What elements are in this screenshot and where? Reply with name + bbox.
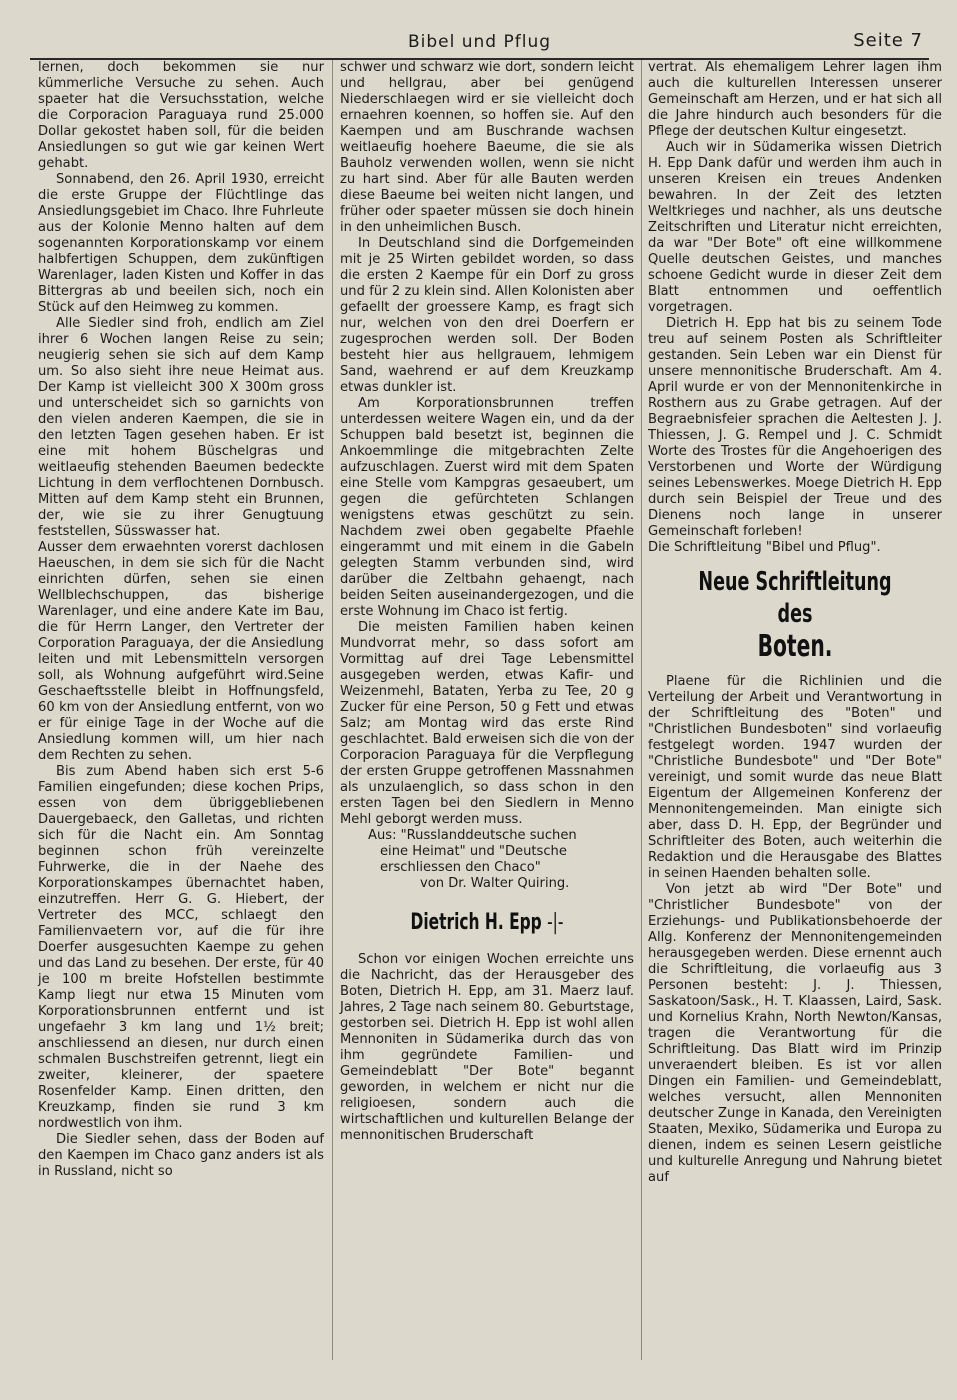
publication-title: Bibel und Pflug — [407, 32, 552, 52]
paragraph: Ausser dem erwaehnten vorerst dachlosen Haeuschen, in dem sie sich für die Nacht einrichten dürfen, sehen sie einen Wellblechschuppen, das bisherige Warenlager, und eine andere Kate im Bau, die für Herrn Langer, den Vertreter der Corporation Paraguaya, der die Ansiedlung leiten und mit Lebensmitteln versorgen soll, als Wohnung aufgeführt wird.Seine Geschaeftsstelle bleibt in Hoffnungsfeld, 60 km von der Ansiedlung entfernt, von wo er für einige Tage in der Woche auf die Ansiedlung kommen will, um hier nach dem Rechten zu sehen. — [38, 540, 324, 763]
paragraph: Sonnabend, den 26. April 1930, erreicht die erste Gruppe der Flüchtlinge das Ansiedlungsgebiet im Chaco. Ihre Fuhrleute aus der Kolonie Menno halten auf dem sogenannten Korporationskamp vor einem halbfertigen Schuppen, dem zukünftigen Warenlager, laden Kisten und Koffer in das Bittergras ab und beeilen sich, noch ein Stück auf den Heimweg zu kommen. — [38, 172, 324, 315]
article-headline — [372, 910, 601, 936]
paragraph: Die meisten Familien haben keinen Mundvorrat mehr, so dass sofort am Vormittag auf drei Tage Lebensmittel ausgegeben werden, etwas Kafir- und Weizenmehl, Bataten, Yerba zu Tee, 20 g Zucker für eine Person, 50 g Fett und etwas Salz; am Montag wird das erste Rind geschlachtet. Bald erweisen sich die von der Corporacion Paraguaya für die Verpflegung der ersten Gruppe getroffenen Massnahmen als unzulaenglich, so dass schon in den ersten Tagen bei den Siedlern in Menno Mehl geborgt werden muss. — [340, 620, 634, 827]
article-headline — [685, 566, 906, 664]
column-2 — [340, 60, 634, 1144]
headline-line: Boten. — [757, 629, 833, 664]
paragraph: Bis zum Abend haben sich erst 5-6 Familien eingefunden; diese kochen Prips, essen von dem übriggebliebenen Dauergebaeck, den Galletas, und richten sich für die Nacht ein. Am Sonntag beginnen schon früh vereinzelte Fuhrwerke, die in der Naehe des Korporationskampes übernachtet haben, einzutreffen. Herr G. G. Hiebert, der Vertreter des MCC, schlaegt den Familienvaetern vor, auf die für ihre Doerfer ausgesuchten Kaempe zu gehen und das Land zu besehen. Der erste, für 40 je 100 m breite Hofstellen bestimmte Kamp liegt nur etwa 15 Minuten vom Korporationsbrunnen entfernt und ist ungefaehr 3 km lang und 1½ breit; anschliessend an diesen, nur durch einen schmalen Buschstreifen getrennt, liegt ein zweiter, kleinerer, der spaetere Rosenfelder Kamp. Einen dritten, den Kreuzkamp, finden sie rund 3 km nordwestlich von ihm. — [38, 764, 324, 1131]
source-author: von Dr. Walter Quiring. — [420, 876, 570, 891]
paragraph: schwer und schwarz wie dort, sondern leicht und hellgrau, aber bei genügend Niederschlaegen wird er sie vielleicht doch ernaehren koennen, so hoffen sie. Auf den Kaempen und am Buschrande wachsen weitlaeufig hoehere Baeume, die sie als Bauholz verwenden wollen, wenn sie nicht zu hart sind. Aber für alle Bauten werden diese Baeume bei weiten nicht langen, und früher oder spaeter müssen sie doch hinein in den unheimlichen Busch. — [340, 60, 634, 235]
paragraph: In Deutschland sind die Dorfgemeinden mit je 25 Wirten gebildet worden, so dass die ersten 2 Kaempe für ein Dorf zu gross und für 2 zu klein sind. Allen Kolonisten aber gefaellt der groessere Kamp, es fragt sich nur, welchen von den drei Doerfern er zugesprochen werden soll. Der Boden besteht hier aus hellgrauem, lehmigem Sand, waehrend er auf dem Kreuzkamp etwas dunkler ist. — [340, 236, 634, 395]
paragraph: Dietrich H. Epp hat bis zu seinem Tode treu auf seinem Posten als Schriftleiter gestanden. Sein Leben war ein Dienst für unsere mennonitische Bruderschaft. Am 4. April wurde er von der Mennonitenkirche in Rosthern aus zu Grabe getragen. Auf der Begraebnisfeier sprachen die Aeltesten J. J. Thiessen, J. G. Rempel und J. C. Schmidt Worte des Trostes für die Angehoerigen des Verstorbenen und Worte der Würdigung seines Lebenswerkes. Moege Dietrich H. Epp durch sein Beispiel der Treue und des Dienens noch lange in unserer Gemeinschaft forleben! — [648, 316, 942, 539]
paragraph: Die Siedler sehen, dass der Boden auf den Kaempen im Chaco ganz anders ist als in Russland, nicht so — [38, 1132, 324, 1179]
page-number: Seite 7 — [853, 30, 923, 51]
paragraph: Schon vor einigen Wochen erreichte uns die Nachricht, das der Herausgeber des Boten, Dietrich H. Epp, am 31. Maerz lauf. Jahres, 2 Tage nach seinem 80. Geburtstage, gestorben sei. Dietrich H. Epp ist wohl allen Mennoniten in Südamerika durch das von ihm gegründete Familien- und Gemeindeblatt "Der Bote" begannt geworden, in welchem er nicht nur die religioesen, sondern auch die wirtschaftlichen und kulturellen Belange der mennonitischen Bruderschaft — [340, 952, 634, 1143]
source-line: Aus: "Russlanddeutsche suchen — [368, 828, 577, 843]
column-divider — [641, 60, 642, 1360]
signoff: Die Schriftleitung "Bibel und Pflug". — [648, 540, 881, 555]
paragraph: vertrat. Als ehemaligem Lehrer lagen ihm auch die kulturellen Interessen unserer Gemeinschaft am Herzen, und er hat sich all die Jahre hindurch auch besonders für die Pflege der deutschen Kultur eingesetzt. — [648, 60, 942, 139]
column-3 — [648, 60, 942, 1186]
source-line: eine Heimat" und "Deutsche erschliessen den Chaco" — [380, 844, 567, 875]
page-header — [30, 28, 929, 60]
column-1 — [38, 60, 324, 1180]
headline-line: Neue Schriftleitung des — [698, 567, 892, 629]
paragraph: Auch wir in Südamerika wissen Dietrich H. Epp Dank dafür und werden ihm auch in unseren Kreisen ein treues Andenken bewahren. In der Zeit des letzten Weltkrieges und nachher, als uns deutsche Zeitschriften und Literatur nicht erreichten, da war "Der Bote" oft eine willkommene Quelle deutschen Geistes, und manches schoene Gedicht wurde in dieser Zeit dem Blatt entnommen und oeffentlich vorgetragen. — [648, 140, 942, 315]
column-divider — [332, 60, 333, 1360]
paragraph: Alle Siedler sind froh, endlich am Ziel ihrer 6 Wochen langen Reise zu sein; neugierig sehen sie sich auf dem Kamp um. So also sieht ihre neue Heimat aus. Der Kamp ist vielleicht 300 X 300m gross und unterscheidet sich so garnichts von den vielen anderen Kaempen, die sie in den letzten Tagen gesehen haben. Er ist eine mit hohem Büschelgras und weitlaeufig stehenden Baeumen bedeckte Lichtung in dem verflochtenen Dornbusch. Mitten auf dem Kamp steht ein Brunnen, der, wie sie zu ihrer Genugtuung feststellen, Süsswasser hat. — [38, 316, 324, 539]
headline-text: Dietrich H. Epp — [410, 910, 542, 935]
paragraph: Am Korporationsbrunnen treffen unterdessen weitere Wagen ein, und da der Schuppen bald besetzt ist, beginnen die Ankoemmlinge die mitgebrachten Zelte aufzuschlagen. Zuerst wird mit dem Spaten eine Stelle vom Kampgras gesaeubert, um gegen die gefürchteten Schlangen wenigstens etwas geschützt zu sein. Nachdem zwei oben gegabelte Pfaehle eingerammt und mit einem in die Gabeln gelegten Stamm verbunden sind, wird darüber die Zeltbahn gehaengt, nach beiden Seiten auseinandergezogen, und die erste Wohnung im Chaco ist fertig. — [340, 396, 634, 619]
paragraph: Von jetzt ab wird "Der Bote" und "Christlicher Bundesbote" von der Erziehungs- und Publikationsbehoerde der Allg. Konferenz der Mennonitengemeinden herausgegeben werden. Diese ernennt auch die Schriftleitung, die vorlaeufig aus 3 Personen besteht: J. J. Thiessen, Saskatoon/Sask., H. T. Klaassen, Laird, Sask. und Kornelius Krahn, North Newton/Kansas, tragen die Verantwortung für die Schriftleitung. Das Blatt wird im Prinzip unveraendert bleiben. Es ist vor allen Dingen ein Familien- und Gemeindeblatt, welches versucht, allen Mennoniten deutscher Zunge in Kanada, den Vereinigten Staaten, Mexiko, Südamerika und Europa zu dienen, indem es seinen Lesern geistliche und kulturelle Anregung und Nahrung bietet auf — [648, 882, 942, 1185]
paragraph: lernen, doch bekommen sie nur kümmerliche Versuche zu sehen. Auch spaeter hat die Versuchsstation, welche die Corporacion Paraguaya rund 25.000 Dollar gekostet haben soll, für die beiden Ansiedlungen so gut wie gar keinen Wert gehabt. — [38, 60, 324, 171]
cross-symbol: -|- — [547, 910, 564, 935]
paragraph: Plaene für die Richlinien und die Verteilung der Arbeit und Verantwortung in der Schriftleitung des "Boten" und "Christlichen Bundesboten" sind vorlaeufig festgelegt worden. 1947 wurden der "Christliche Bundesbote" und "Der Bote" vereinigt, und somit wurde das neue Blatt Eigentum der Allgemeinen Konferenz der Mennonitengemeinden. Man einigte sich aber, dass D. H. Epp, der Begründer und Schriftleiter des Boten, auch weiterhin die Redaktion und die Herausgabe des Blattes in seinen Haenden behalten solle. — [648, 674, 942, 881]
